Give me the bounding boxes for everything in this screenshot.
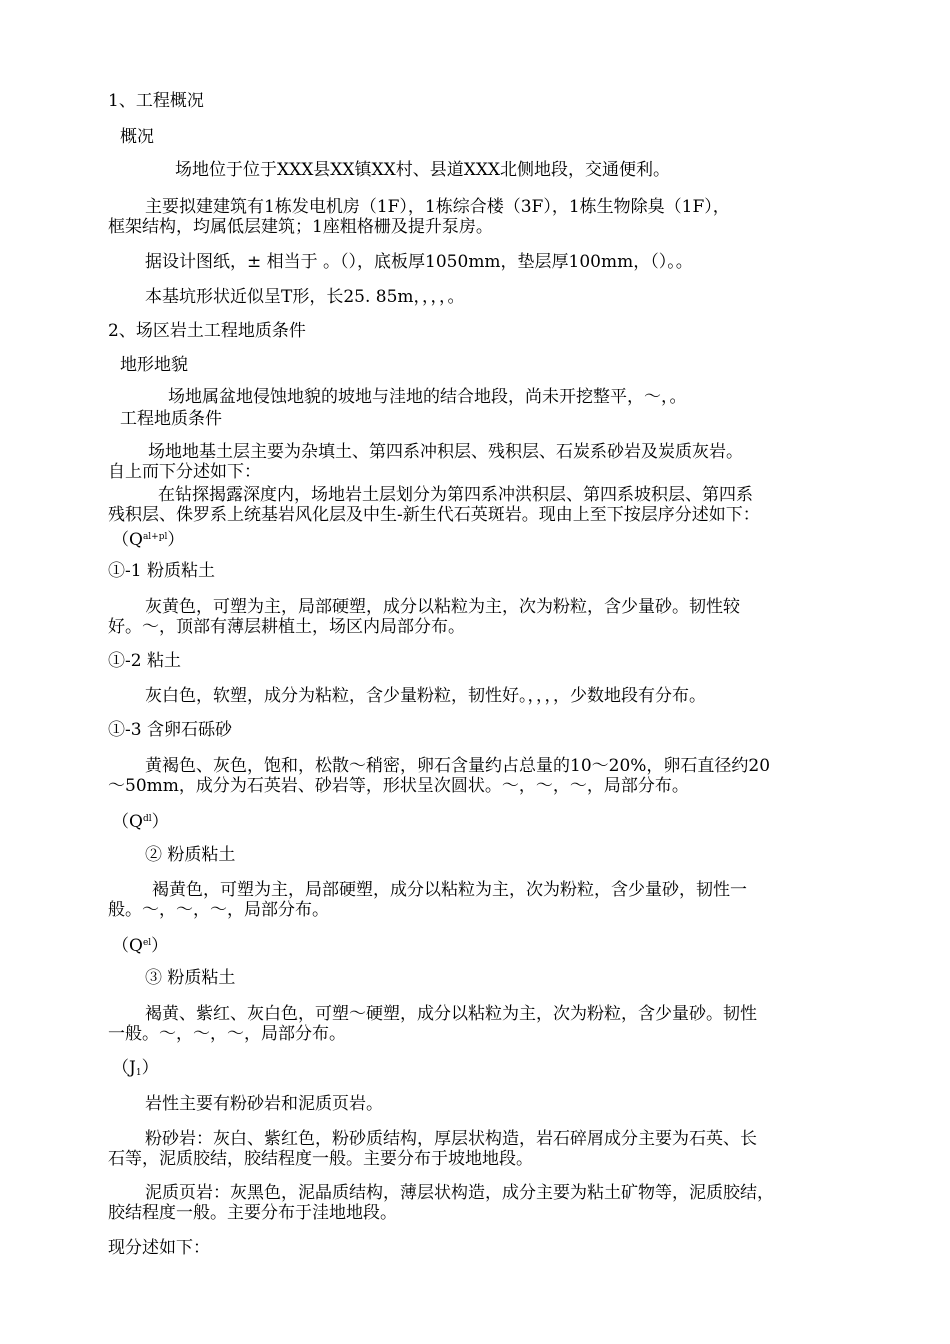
section-1-heading: 1、工程概况 <box>108 91 204 111</box>
layer-3-title: ③ 粉质粘土 <box>145 968 236 988</box>
layer-1-1-description-line-1: 灰黄色，可塑为主，局部硬塑，成分以粘粒为主，次为粉粒，含少量砂。韧性较 <box>145 597 740 617</box>
rock-type-intro: 岩性主要有粉砂岩和泥质页岩。 <box>145 1094 383 1114</box>
layer-2-title: ② 粉质粘土 <box>145 845 236 865</box>
layer-1-1-title: ①-1 粉质粘土 <box>108 561 215 581</box>
layer-1-3-description-line-2: ～50mm，成分为石英岩、砂岩等，形状呈次圆状。～，～，～，局部分布。 <box>108 776 689 796</box>
stratum-label-jurassic: $(J_1)$ <box>112 1058 159 1078</box>
layer-1-2-description: 灰白色，软塑，成分为粘粒，含少量粉粒，韧性好。，，，，少数地段有分布。 <box>145 686 706 706</box>
drilling-paragraph-line-1: 在钻探揭露深度内，场地岩土层划分为第四系冲洪积层、第四系坡积层、第四系 <box>158 485 753 505</box>
base-soil-paragraph-line-2: 自上而下分述如下： <box>108 462 261 482</box>
terrain-paragraph: 场地属盆地侵蚀地貌的坡地与洼地的结合地段，尚未开挖整平，～，。 <box>168 387 687 407</box>
layer-1-3-title: ①-3 含卵石砾砂 <box>108 720 232 740</box>
layer-3-description-line-2: 一般。～，～，～，局部分布。 <box>108 1024 346 1044</box>
layer-1-3-description-line-1: 黄褐色、灰色，饱和，松散～稍密，卵石含量约占总量的10～20%，卵石直径约20 <box>145 756 771 776</box>
site-location-paragraph: 场地位于位于XXX县XX镇XX村、县道XXX北侧地段，交通便利。 <box>175 160 671 180</box>
building-paragraph-line-1: 主要拟建建筑有1栋发电机房（1F），1栋综合楼（3F），1栋生物除臭（1F）， <box>145 197 730 217</box>
foundation-pit-paragraph: 本基坑形状近似呈T形，长25. 85m，，，，。 <box>145 287 465 307</box>
shale-paragraph-line-2: 胶结程度一般。主要分布于洼地地段。 <box>108 1203 397 1223</box>
section-2-heading: 2、场区岩土工程地质条件 <box>108 321 306 341</box>
closing-line: 现分述如下： <box>108 1238 210 1258</box>
terrain-subheading: 地形地貌 <box>120 355 188 375</box>
siltstone-paragraph-line-1: 粉砂岩：灰白、紫红色，粉砂质结构，厚层状构造，岩石碎屑成分主要为石英、长 <box>145 1129 757 1149</box>
layer-1-1-description-line-2: 好。～，顶部有薄层耕植土，场区内局部分布。 <box>108 617 465 637</box>
siltstone-paragraph-line-2: 石等，泥质胶结，胶结程度一般。主要分布于坡地地段。 <box>108 1149 533 1169</box>
stratum-label-quaternary-residual: $(Q^{el})$ <box>112 936 169 956</box>
layer-2-description-line-1: 褐黄色，可塑为主，局部硬塑，成分以粘粒为主，次为粉粒，含少量砂，韧性一 <box>152 880 747 900</box>
design-drawing-paragraph: 据设计图纸，± 相当于 。（），底板厚1050mm，垫层厚100mm，（）。。 <box>145 252 693 272</box>
drilling-paragraph-line-2: 残积层、侏罗系上统基岩风化层及中生-新生代石英斑岩。现由上至下按层序分述如下： <box>108 505 760 525</box>
shale-paragraph-line-1: 泥质页岩：灰黑色，泥晶质结构，薄层状构造，成分主要为粘土矿物等，泥质胶结， <box>145 1183 774 1203</box>
section-1-subheading: 概况 <box>120 127 154 147</box>
layer-3-description-line-1: 褐黄、紫红、灰白色，可塑～硬塑，成分以粘粒为主，次为粉粒，含少量砂。韧性 <box>145 1004 757 1024</box>
layer-2-description-line-2: 般。～，～，～，局部分布。 <box>108 900 329 920</box>
stratum-label-quaternary-slope: $(Q^{dl})$ <box>112 812 169 832</box>
base-soil-paragraph-line-1: 场地地基土层主要为杂填土、第四系冲积层、残积层、石炭系砂岩及炭质灰岩。 <box>148 442 743 462</box>
layer-1-2-title: ①-2 粘土 <box>108 651 181 671</box>
stratum-label-quaternary-alluvial: $(Q^{al+pl})$ <box>112 530 185 550</box>
geology-subheading: 工程地质条件 <box>120 409 222 429</box>
building-paragraph-line-2: 框架结构，均属低层建筑；1座粗格栅及提升泵房。 <box>108 217 493 237</box>
